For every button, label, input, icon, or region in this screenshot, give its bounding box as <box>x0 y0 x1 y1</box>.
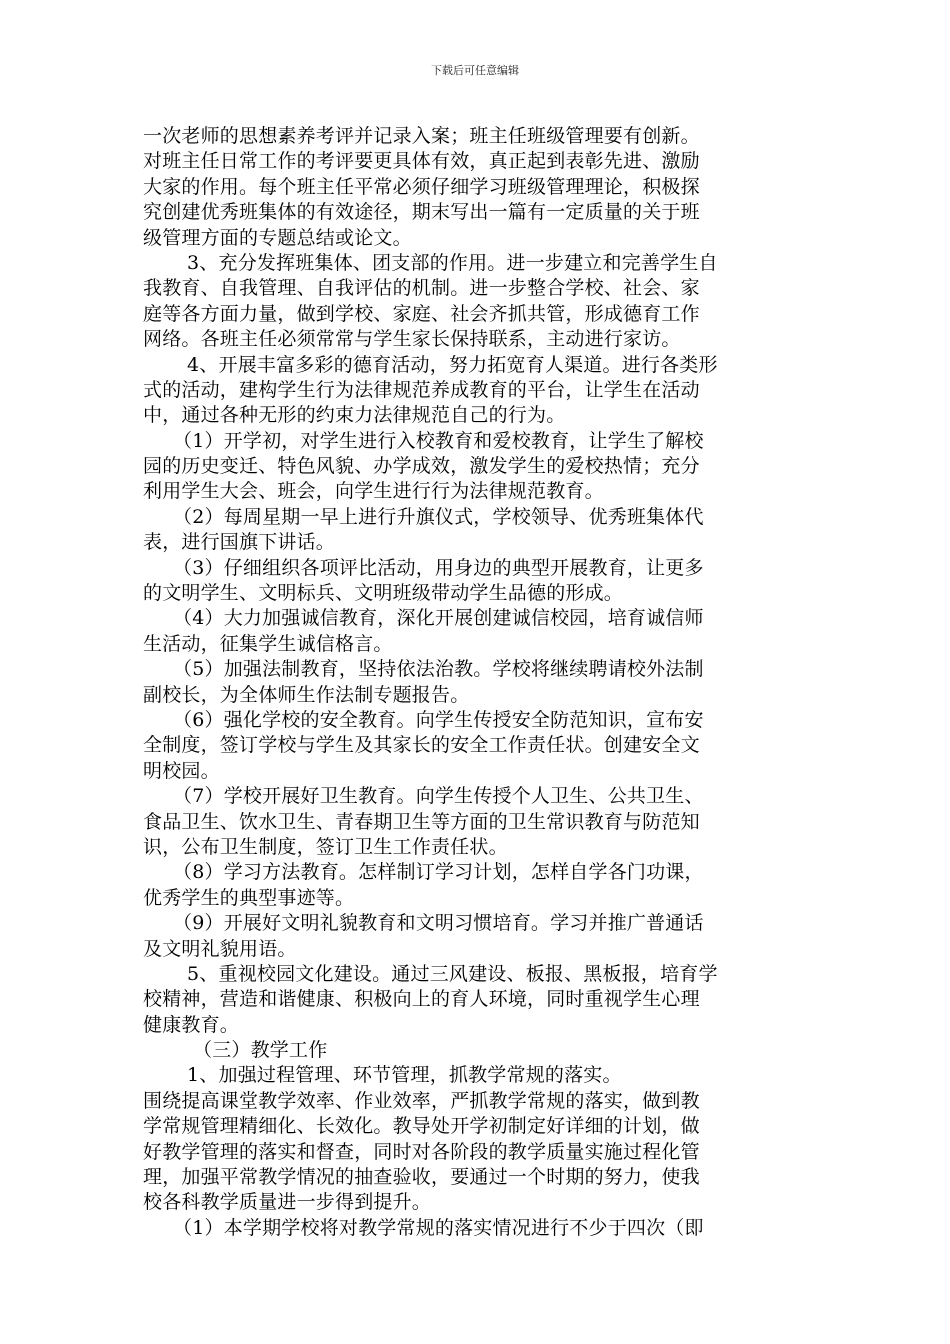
list-item-start-line: （1）本学期学校将对教学常规的落实情况进行不少于四次（即 <box>173 1216 704 1239</box>
body-line: 对班主任日常工作的考评要更具体有效，真正起到表彰先进、激励 <box>143 150 700 173</box>
list-item-start-line: （8）学习方法教育。怎样制订学习计划，怎样自学各门功课， <box>173 861 704 884</box>
body-line: 理，加强平常教学情况的抽查验收，要通过一个时期的努力，使我 <box>143 1166 700 1189</box>
list-item-start-line: （2）每周星期一早上进行升旗仪式，学校领导、优秀班集体代 <box>173 505 704 528</box>
body-line: 围绕提高课堂教学效率、作业效率，严抓教学常规的落实，做到教 <box>143 1089 700 1112</box>
list-item-start-line: （1）开学初，对学生进行入校教育和爱校教育，让学生了解校 <box>173 429 704 452</box>
body-line: 优秀学生的典型事迹等。 <box>143 886 355 909</box>
body-line: 一次老师的思想素养考评并记录入案；班主任班级管理要有创新。 <box>143 125 700 147</box>
body-line: 副校长，为全体师生作法制专题报告。 <box>143 683 470 706</box>
body-line: 庭等各方面力量，做到学校、家庭、社会齐抓共管，形成德育工作 <box>143 302 700 325</box>
body-line: 及文明礼貌用语。 <box>143 937 297 960</box>
paragraph-start-line: 3、充分发挥班集体、团支部的作用。进一步建立和完善学生自 <box>187 251 718 274</box>
list-item-start-line: （3）仔细组织各项评比活动，用身边的典型开展教育，让更多 <box>173 556 704 579</box>
document-body <box>143 124 807 1241</box>
list-item-start-line: （7）学校开展好卫生教育。向学生传授个人卫生、公共卫生、 <box>173 785 704 808</box>
body-line: 识，公布卫生制度，签订卫生工作责任状。 <box>143 835 508 858</box>
paragraph-start-line: 4、开展丰富多彩的德育活动，努力拓宽育人渠道。进行各类形 <box>187 353 718 376</box>
body-line: 大家的作用。每个班主任平常必须仔细学习班级管理理论，积极探 <box>143 175 700 198</box>
body-line: 校精神，营造和谐健康、积极向上的育人环境，同时重视学生心理 <box>143 988 700 1011</box>
list-item-start-line: （4）大力加强诚信教育，深化开展创建诚信校园，培育诚信师 <box>173 607 704 630</box>
list-item-start-line: （5）加强法制教育，坚持依法治教。学校将继续聘请校外法制 <box>173 658 704 681</box>
body-line: 中，通过各种无形的约束力法律规范自己的行为。 <box>143 404 566 427</box>
body-line: 表，进行国旗下讲话。 <box>143 531 336 554</box>
body-line: 食品卫生、饮水卫生、青春期卫生等方面的卫生常识教育与防范知 <box>143 810 700 833</box>
page-header-note: 下载后可任意编辑 <box>431 64 519 77</box>
body-line: 利用学生大会、班会，向学生进行行为法律规范教育。 <box>143 480 604 503</box>
body-line: 好教学管理的落实和督查，同时对各阶段的教学质量实施过程化管 <box>143 1140 700 1163</box>
body-line: 的文明学生、文明标兵、文明班级带动学生品德的形成。 <box>143 582 624 605</box>
body-line: 我教育、自我管理、自我评估的机制。进一步整合学校、社会、家 <box>143 277 700 300</box>
body-line: 园的历史变迁、特色风貌、办学成效，激发学生的爱校热情；充分 <box>143 455 700 478</box>
paragraph-start-line: 1、加强过程管理、环节管理，抓教学常规的落实。 <box>187 1064 622 1087</box>
body-line: 学常规管理精细化、长效化。教导处开学初制定好详细的计划，做 <box>143 1115 700 1138</box>
body-line: 级管理方面的专题总结或论文。 <box>143 226 412 249</box>
body-line: 生活动，征集学生诚信格言。 <box>143 632 393 655</box>
section-heading: （三）教学工作 <box>193 1039 328 1062</box>
body-line: 式的活动，建构学生行为法律规范养成教育的平台，让学生在活动 <box>143 378 700 401</box>
body-line: 全制度，签订学校与学生及其家长的安全工作责任状。创建安全文 <box>143 734 700 757</box>
paragraph-start-line: 5、重视校园文化建设。通过三风建设、板报、黑板报，培育学 <box>187 962 718 985</box>
list-item-start-line: （6）强化学校的安全教育。向学生传授安全防范知识，宣布安 <box>173 708 704 731</box>
body-line: 明校园。 <box>143 759 220 782</box>
body-line: 网络。各班主任必须常常与学生家长保持联系，主动进行家访。 <box>143 328 681 351</box>
body-line: 健康教育。 <box>143 1013 240 1036</box>
body-line: 校各科教学质量进一步得到提升。 <box>143 1191 432 1214</box>
list-item-start-line: （9）开展好文明礼貌教育和文明习惯培育。学习并推广普通话 <box>173 912 704 935</box>
body-line: 究创建优秀班集体的有效途径，期末写出一篇有一定质量的关于班 <box>143 201 700 224</box>
